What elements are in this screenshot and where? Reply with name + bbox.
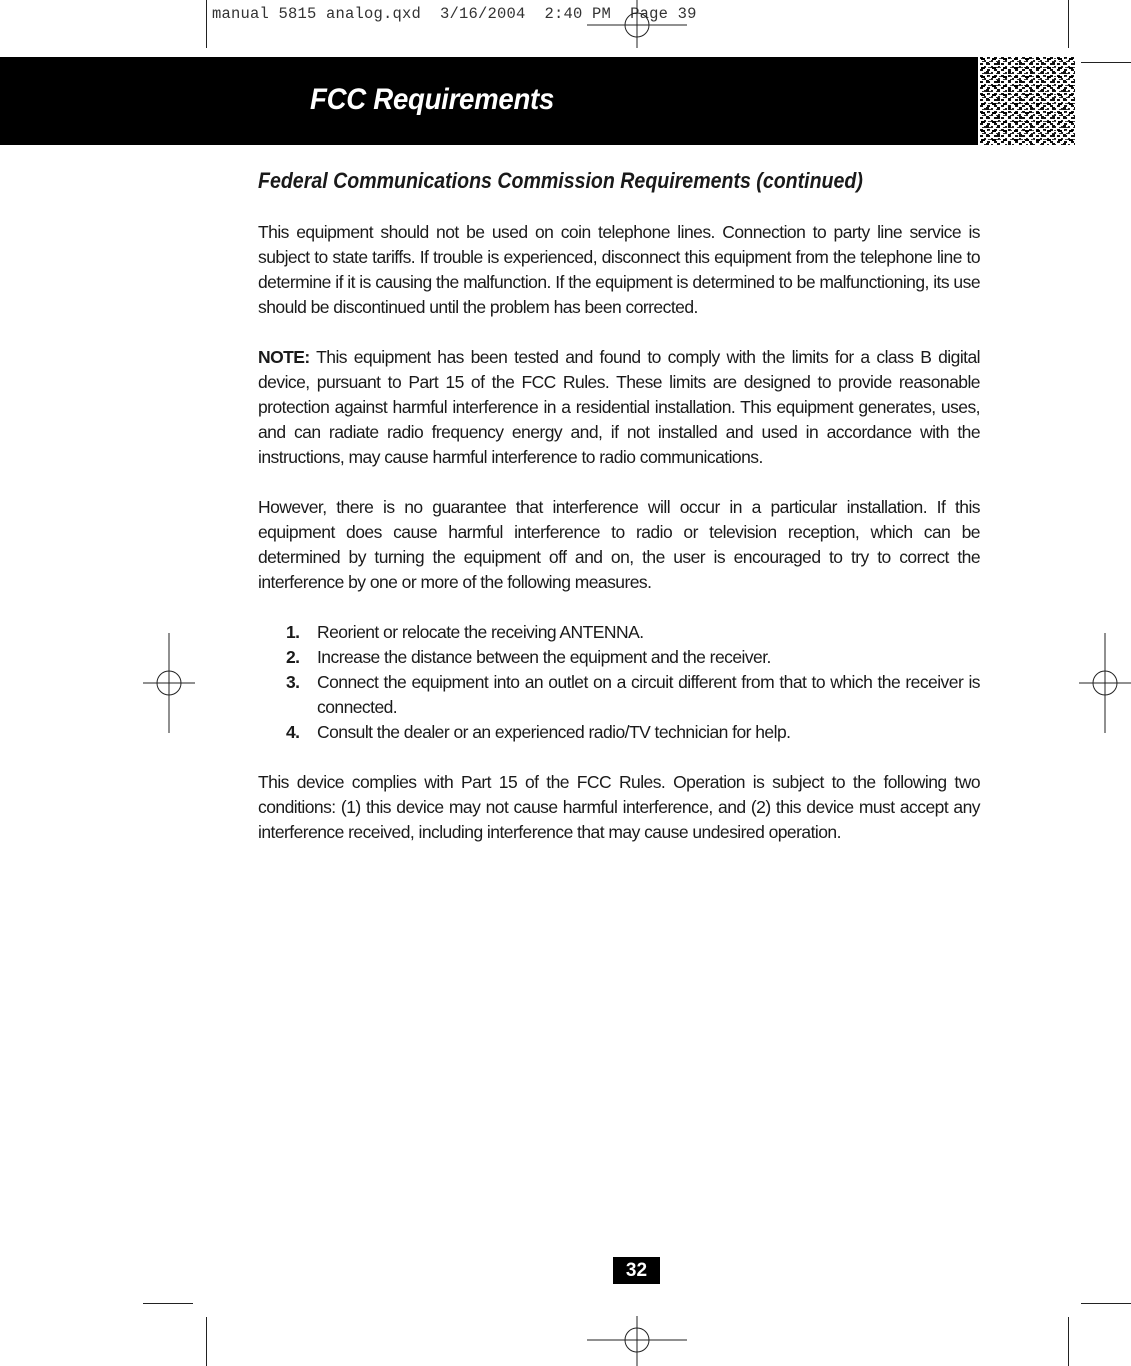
list-item: [286, 620, 980, 645]
paragraph-note: [258, 345, 980, 470]
list-item-number: 4.: [286, 722, 300, 742]
list-item-number: 2.: [286, 647, 300, 667]
list-item-number: 3.: [286, 672, 300, 692]
list-item: [286, 720, 980, 745]
registration-mark-icon: [143, 633, 195, 733]
paragraph-part15: This device complies with Part 15 of the FCC Rules. Operation is subject to the following two conditions: (1) this device may not cause harmful interference, and (2) this device must accept any interference received, including interference that may cause undesired operation.: [258, 772, 980, 842]
list-item-text: Increase the distance between the equipment and the receiver.: [317, 647, 771, 667]
page-number: 32: [613, 1257, 660, 1284]
note-label: NOTE:: [258, 347, 310, 367]
registration-mark-icon: [587, 1316, 687, 1366]
list-item-text: Consult the dealer or an experienced radio/TV technician for help.: [317, 722, 791, 742]
main-content: [258, 168, 980, 870]
paragraph-interference: However, there is no guarantee that interference will occur in a particular installation. If this equipment does cause harmful interference to radio or television reception, which can be determined by turning the equipment off and on, the user is encouraged to try to correct the interference by one or more of the following measures.: [258, 497, 980, 592]
crop-mark: [143, 1303, 193, 1304]
crop-mark: [1081, 62, 1131, 63]
crop-mark: [1068, 0, 1069, 48]
crop-mark: [206, 0, 207, 48]
page-title: FCC Requirements: [310, 83, 555, 116]
crop-mark: [206, 1317, 207, 1366]
list-item-text: Connect the equipment into an outlet on a circuit different from that to which the receiver is connected.: [317, 672, 980, 717]
registration-mark-icon: [587, 0, 687, 50]
measures-list: [258, 620, 980, 745]
paragraph-coin-lines: This equipment should not be used on coin telephone lines. Connection to party line service is subject to state tariffs. If trouble is experienced, disconnect this equipment from the telephone line to determine if it is causing the malfunction. If the equipment is determined to be malfunctioning, its use should be discontinued until the problem has been corrected.: [258, 222, 980, 317]
list-item: [286, 645, 980, 670]
list-item: [286, 670, 980, 720]
note-text: This equipment has been tested and found to comply with the limits for a class B digital device, pursuant to Part 15 of the FCC Rules. These limits are designed to provide reasonable protection against harmful interference in a residential installation. This equipment generates, uses, and can radiate radio frequency energy and, if not installed and used in accordance with the instructions, may cause harmful interference to radio communications.: [258, 347, 980, 467]
registration-mark-icon: [1079, 633, 1131, 733]
list-item-text: Reorient or relocate the receiving ANTENNA.: [317, 622, 644, 642]
print-slug-line: manual 5815 analog.qxd 3/16/2004 2:40 PM Page 39: [212, 5, 697, 23]
crop-mark: [1081, 1303, 1131, 1304]
list-item-number: 1.: [286, 622, 300, 642]
crop-mark: [1068, 1317, 1069, 1366]
section-heading: Federal Communications Commission Requirements (continued): [258, 168, 863, 193]
halftone-pattern-icon: [980, 57, 1075, 145]
